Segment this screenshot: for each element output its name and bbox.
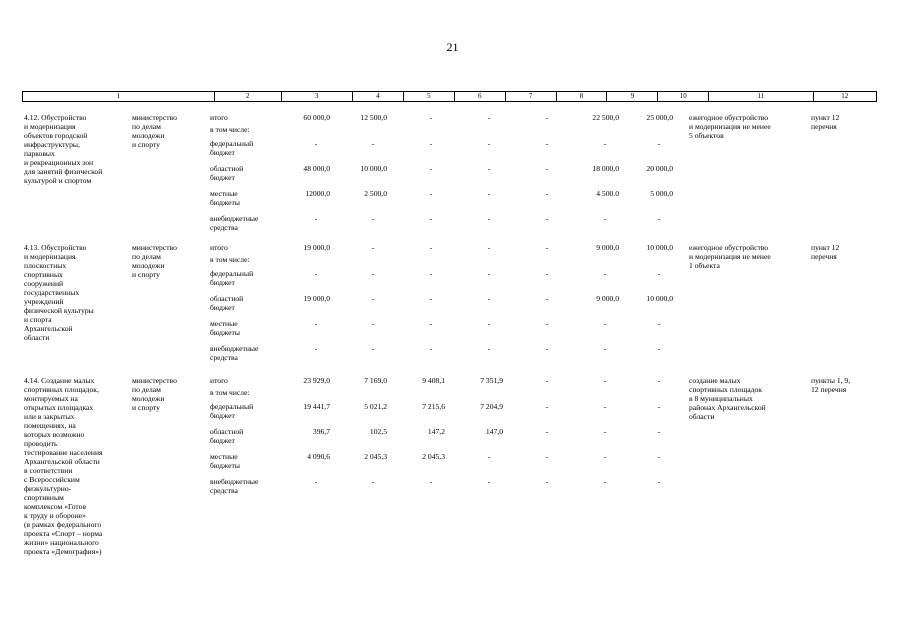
funding-value: 4 500.0: [596, 189, 619, 198]
funding-value: -: [487, 269, 491, 278]
funding-value: -: [314, 319, 318, 328]
funding-value: -: [429, 164, 433, 173]
funding-value: 10 000,0: [360, 164, 387, 173]
funding-source: областной бюджет: [210, 164, 244, 182]
funding-value: -: [314, 344, 318, 353]
funding-value: 10 000,0: [646, 294, 673, 303]
funding-value: -: [545, 269, 549, 278]
funding-value: -: [545, 427, 549, 436]
funding-source: федеральный бюджет: [210, 139, 254, 157]
expected-result: ежегодное обустройство и модернизация не менее 1 объекта: [689, 243, 771, 270]
funding-value: -: [429, 344, 433, 353]
funding-value: -: [429, 269, 433, 278]
funding-source: местные бюджеты: [210, 452, 240, 470]
funding-source: областной бюджет: [210, 427, 244, 445]
funding-value: 396,7: [312, 427, 330, 436]
funding-value: 7 351,9: [480, 376, 503, 385]
funding-value: -: [603, 319, 607, 328]
executor: министерство по делам молодежи и спорту: [132, 113, 177, 149]
funding-value: -: [371, 477, 375, 486]
funding-value: 10 000,0: [646, 243, 673, 252]
funding-value: -: [487, 243, 491, 252]
header-cell-8: 8: [557, 92, 608, 101]
funding-value: -: [657, 319, 661, 328]
funding-source: федеральный бюджет: [210, 402, 254, 420]
funding-value: 2 045,3: [422, 452, 445, 461]
funding-value: 19 441,7: [303, 402, 330, 411]
funding-value: -: [429, 243, 433, 252]
funding-source: в том числе:: [210, 388, 250, 397]
funding-value: -: [545, 477, 549, 486]
funding-value: -: [657, 452, 661, 461]
funding-source: областной бюджет: [210, 294, 244, 312]
reference: пункт 12 перечня: [811, 243, 840, 261]
funding-value: 4 090,6: [307, 452, 330, 461]
funding-value: -: [487, 113, 491, 122]
funding-value: -: [487, 477, 491, 486]
funding-value: -: [429, 113, 433, 122]
funding-source: итого: [210, 113, 228, 122]
funding-source: итого: [210, 243, 228, 252]
expected-result: создание малых спортивных площадок в 8 муниципальных районах Архангельской области: [689, 376, 766, 421]
funding-value: -: [545, 164, 549, 173]
header-cell-7: 7: [506, 92, 557, 101]
funding-value: -: [487, 189, 491, 198]
funding-value: -: [371, 294, 375, 303]
funding-value: 7 215,6: [422, 402, 445, 411]
funding-value: -: [603, 402, 607, 411]
funding-value: 7 169,0: [364, 376, 387, 385]
funding-value: -: [545, 319, 549, 328]
funding-value: 9 000,0: [596, 243, 619, 252]
funding-value: -: [545, 243, 549, 252]
funding-value: 102,5: [369, 427, 387, 436]
funding-value: 9 408,1: [422, 376, 445, 385]
funding-source: федеральный бюджет: [210, 269, 254, 287]
activity-description: 4.12. Обустройство и модернизация объектов городской инфраструктуры, парковых и рекреационных зон для занятий физической культурой и спортом: [24, 113, 103, 185]
header-cell-2: 2: [215, 92, 282, 101]
funding-value: -: [603, 139, 607, 148]
funding-value: -: [603, 344, 607, 353]
funding-source: итого: [210, 376, 228, 385]
funding-value: -: [429, 319, 433, 328]
funding-value: -: [429, 294, 433, 303]
executor: министерство по делам молодежи и спорту: [132, 243, 177, 279]
funding-source: в том числе:: [210, 125, 250, 134]
funding-value: -: [429, 214, 433, 223]
header-cell-5: 5: [404, 92, 455, 101]
funding-value: -: [314, 269, 318, 278]
funding-value: 19 000,0: [303, 243, 330, 252]
funding-value: 12 500,0: [360, 113, 387, 122]
funding-value: -: [371, 269, 375, 278]
header-cell-4: 4: [353, 92, 404, 101]
funding-value: 2 500,0: [364, 189, 387, 198]
funding-value: -: [657, 376, 661, 385]
funding-value: 20 000,0: [646, 164, 673, 173]
column-number-header: [22, 91, 877, 102]
header-cell-12: 12: [841, 92, 849, 100]
header-cell-6: 6: [455, 92, 506, 101]
funding-value: -: [487, 294, 491, 303]
funding-value: -: [657, 477, 661, 486]
funding-value: 19 000,0: [303, 294, 330, 303]
funding-value: 7 204,9: [480, 402, 503, 411]
funding-value: -: [545, 189, 549, 198]
funding-value: -: [545, 344, 549, 353]
funding-value: 60 000,0: [303, 113, 330, 122]
activity-description: 4.13. Обустройство и модернизация плоскостных спортивных сооружений государственных учреждений физической культуры и спорта Архангельской области: [24, 243, 94, 342]
funding-value: -: [314, 477, 318, 486]
funding-value: -: [545, 214, 549, 223]
reference: пункты 1, 9, 12 перечня: [811, 376, 851, 394]
funding-value: -: [487, 164, 491, 173]
funding-value: 147,0: [485, 427, 503, 436]
funding-value: -: [657, 269, 661, 278]
funding-source: местные бюджеты: [210, 319, 240, 337]
funding-value: 18 000,0: [592, 164, 619, 173]
funding-value: -: [657, 427, 661, 436]
funding-value: -: [545, 139, 549, 148]
funding-value: -: [603, 427, 607, 436]
funding-value: -: [603, 452, 607, 461]
funding-value: -: [314, 139, 318, 148]
funding-value: -: [429, 139, 433, 148]
funding-value: -: [487, 452, 491, 461]
funding-value: 22 500,0: [592, 113, 619, 122]
funding-value: -: [657, 344, 661, 353]
funding-value: -: [545, 452, 549, 461]
funding-value: 12000,0: [305, 189, 330, 198]
funding-value: -: [545, 402, 549, 411]
activity-description: 4.14. Создание малых спортивных площадок, монтируемых на открытых площадках или в закрытых помещениях, на которых возможно проводить тестирование населения Архангельской области в соответствии с Всероссийским физкультурно- спортивным комплексом «Готов к труду и обороне» (в рамках федерального проекта «Спорт – норма жизни» национального проекта «Демография»): [24, 376, 103, 556]
header-cell-10: 10: [658, 92, 709, 101]
funding-value: 2 045,3: [364, 452, 387, 461]
funding-value: 9 000,0: [596, 294, 619, 303]
header-cell-11: 11: [709, 92, 813, 101]
funding-value: -: [429, 477, 433, 486]
header-cell-1: 1: [23, 92, 215, 101]
funding-value: -: [487, 214, 491, 223]
funding-value: -: [314, 214, 318, 223]
funding-value: -: [487, 319, 491, 328]
funding-value: 147,2: [427, 427, 445, 436]
funding-value: -: [371, 319, 375, 328]
funding-value: -: [371, 243, 375, 252]
funding-value: 25 000,0: [646, 113, 673, 122]
funding-value: -: [657, 139, 661, 148]
funding-value: -: [487, 344, 491, 353]
funding-value: -: [545, 113, 549, 122]
funding-value: -: [603, 269, 607, 278]
funding-value: -: [371, 214, 375, 223]
funding-value: -: [487, 139, 491, 148]
funding-value: -: [603, 376, 607, 385]
funding-value: -: [545, 294, 549, 303]
funding-value: 48 000,0: [303, 164, 330, 173]
header-cell-3: 3: [282, 92, 353, 101]
funding-source: в том числе:: [210, 255, 250, 264]
header-cell-9: 9: [607, 92, 658, 101]
funding-value: -: [603, 214, 607, 223]
expected-result: ежегодное обустройство и модернизация не менее 5 объектов: [689, 113, 771, 140]
funding-source: внебюджетные средства: [210, 344, 259, 362]
funding-value: 5 021,2: [364, 402, 387, 411]
funding-value: 5 000,0: [650, 189, 673, 198]
funding-value: 23 929,0: [303, 376, 330, 385]
funding-value: -: [545, 376, 549, 385]
funding-value: -: [657, 402, 661, 411]
funding-value: -: [371, 139, 375, 148]
funding-value: -: [603, 477, 607, 486]
page-number: 21: [446, 40, 459, 54]
funding-value: -: [657, 214, 661, 223]
funding-source: внебюджетные средства: [210, 214, 259, 232]
reference: пункт 12 перечня: [811, 113, 840, 131]
funding-value: -: [429, 189, 433, 198]
executor: министерство по делам молодежи и спорту: [132, 376, 177, 412]
funding-value: -: [371, 344, 375, 353]
funding-source: местные бюджеты: [210, 189, 240, 207]
funding-source: внебюджетные средства: [210, 477, 259, 495]
